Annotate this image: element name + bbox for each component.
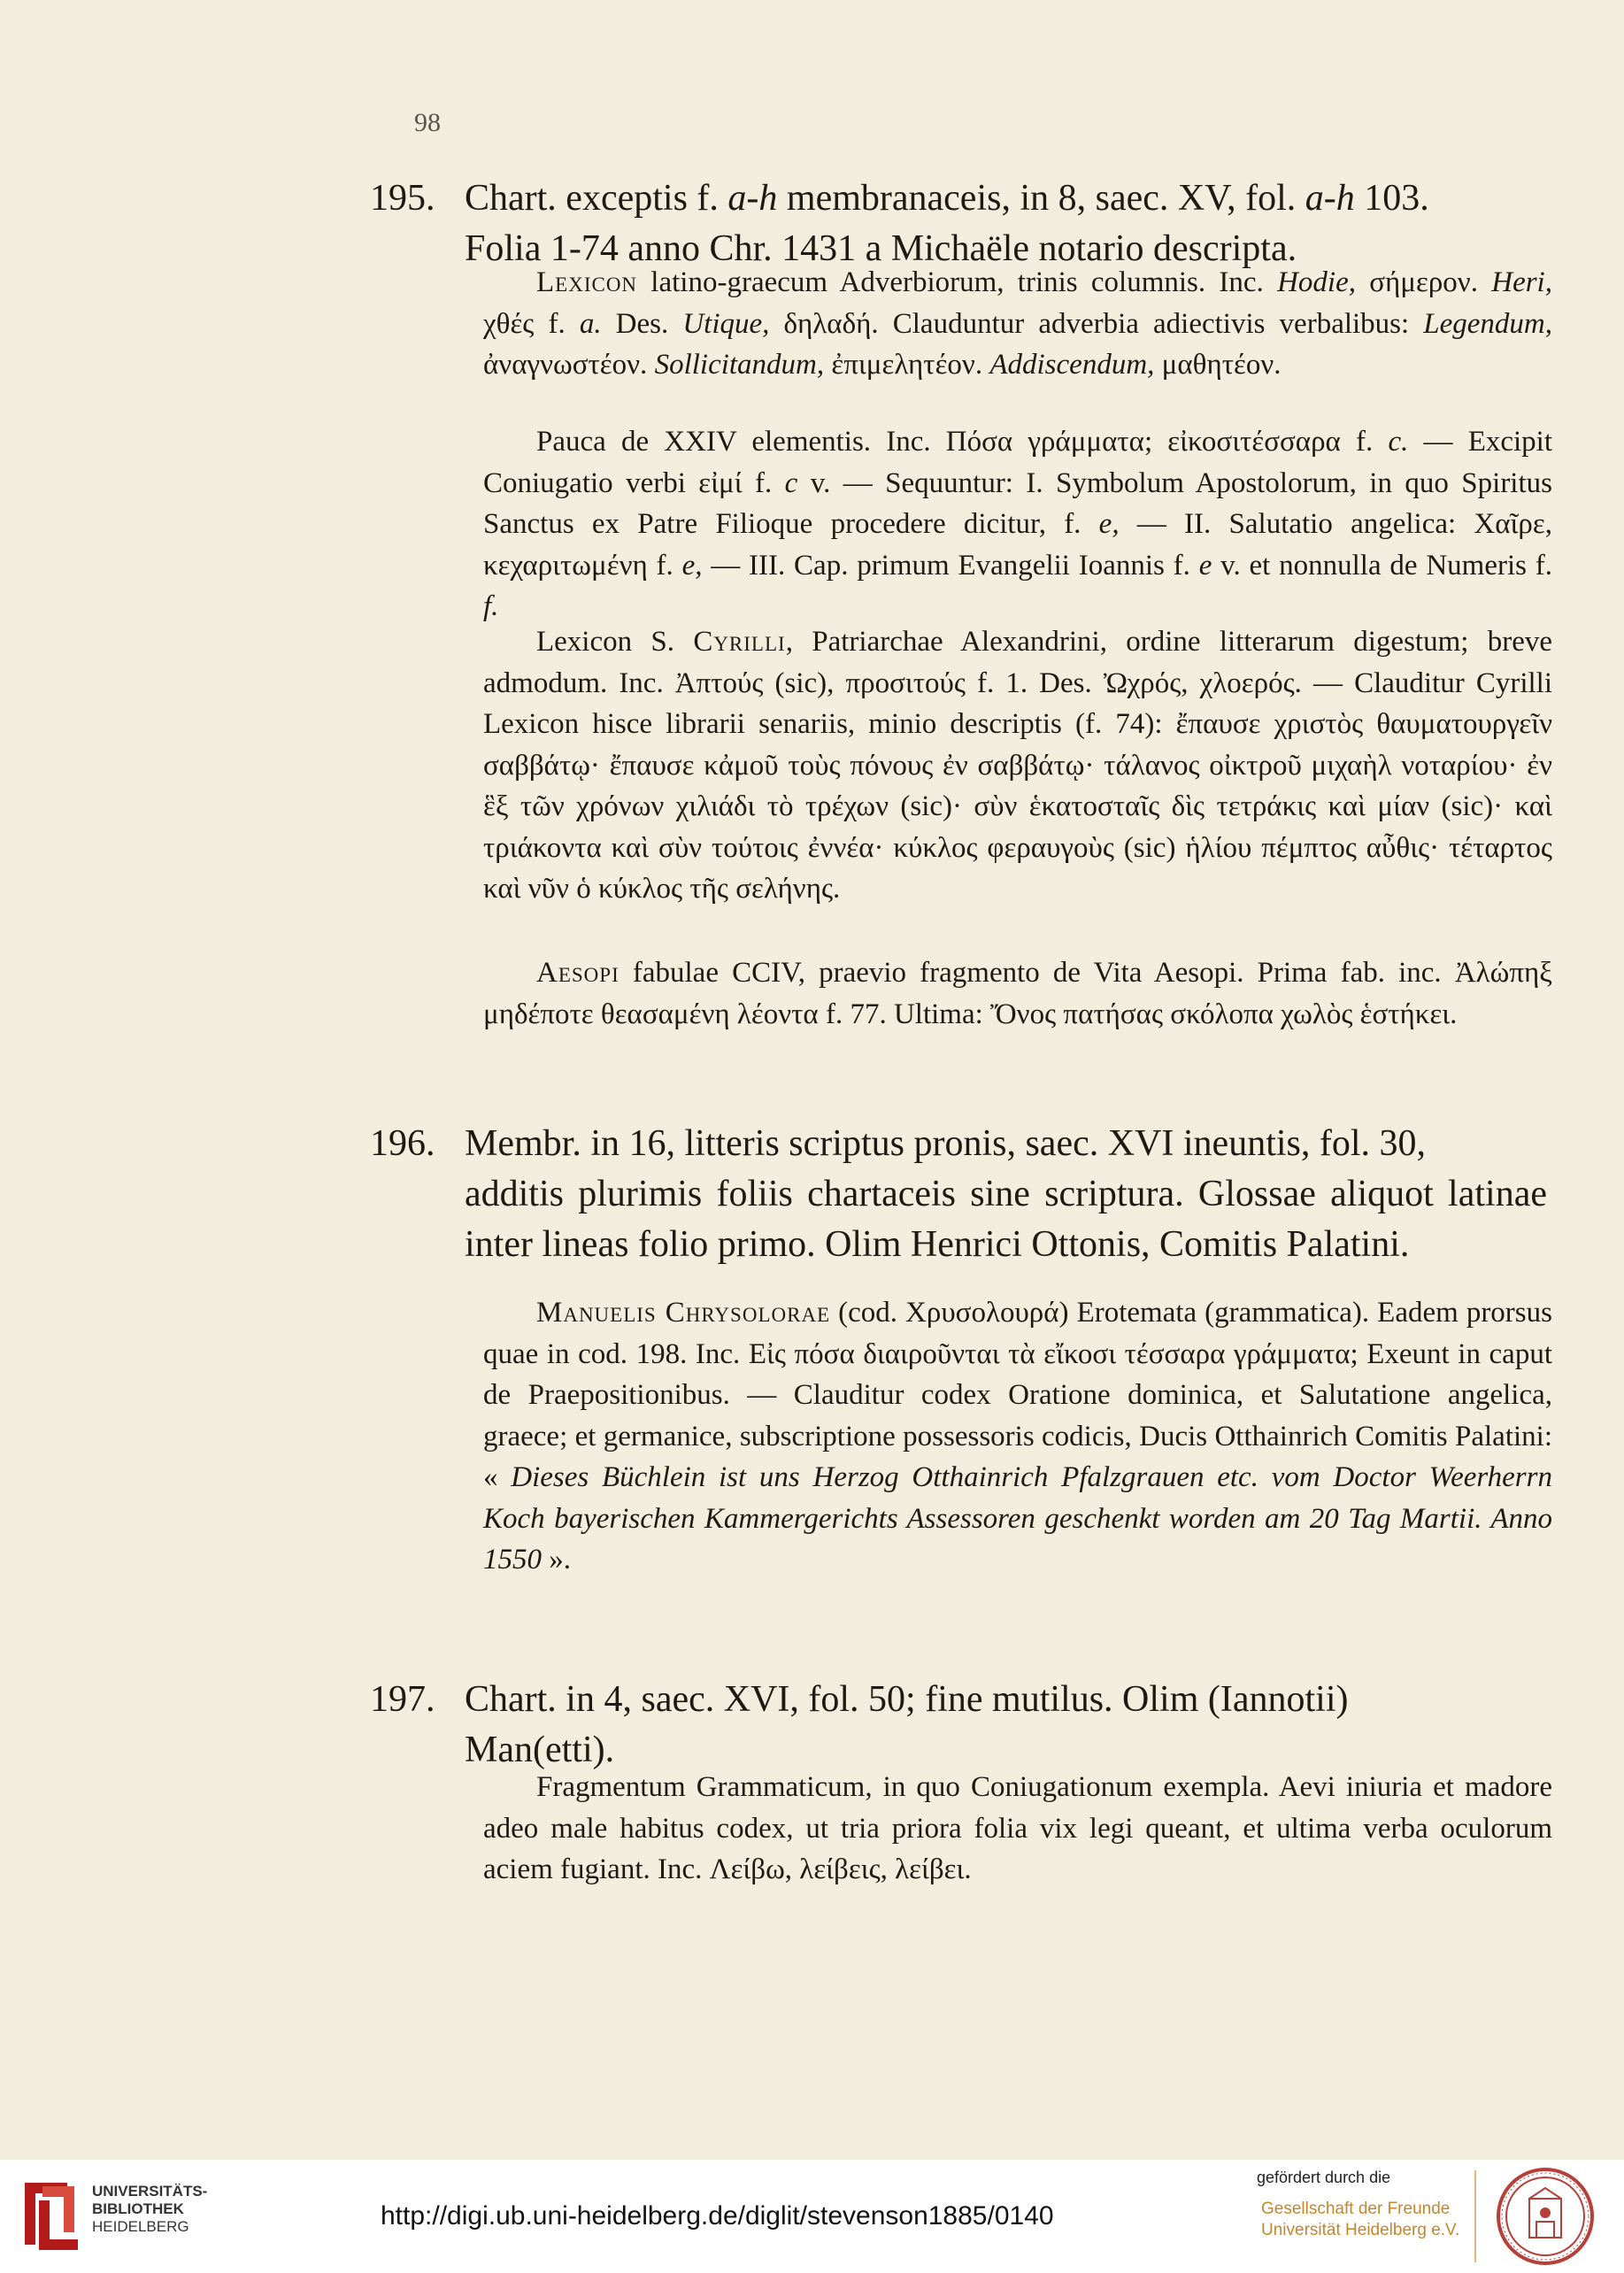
entry-number: 195. [370, 178, 435, 219]
entry-196-heading: 196. Membr. in 16, litteris scriptus pronis, saec. XVI ineuntis, fol. 30, additis plurimis foliis chartaceis sine scriptura. Glossae aliquot latinae inter lineas folio primo. Olim Henrici Ottonis, Comitis Palatini. [370, 1119, 1547, 1270]
entry-195-heading: 195. Chart. exceptis f. a-h membranaceis, in 8, saec. XV, fol. a-h 103. Folia 1-74 anno Chr. 1431 a Michaële notario descripta. [370, 173, 1547, 274]
entry-197-heading: 197. Chart. in 4, saec. XVI, fol. 50; fine mutilus. Olim (Iannotii) Man(etti). [370, 1675, 1547, 1776]
entry-number: 196. [370, 1123, 435, 1164]
funded-by-label: gefördert durch die [1257, 2169, 1391, 2186]
entry-195-cyrilli-paragraph: Lexicon S. Cyrilli, Patriarchae Alexandrini, ordine litterarum digestum; breve admodum. Inc. Ἀπτούς (sic), προσιτούς f. 1. Des. Ὠχρός, χλοερός. — Clauditur Cyrilli Lexicon hisce librarii senariis, minio descriptis (f. 74): ἔπαυσε χριστὸς θαυματουργεῖν σαββάτῳ· ἔπαυσε κἀμοῦ τοὺς πόνους ἐν σαββάτῳ· τάλανος οἰκτροῦ μιχαὴλ νοταρίου· ἐν ἓξ τῶν χρόνων χιλιάδι τὸ τρέχων (sic)· σὺν ἑκατοσταῖς δὶς τετράκις καὶ μίαν (sic)· καὶ τριάκοντα καὶ σὺν τούτοις ἐννέα· κύκλος φεραυγοὺς (sic) ἡλίου πέμπτος αὖθις· τέταρτος καὶ νῦν ὁ κύκλος τῆς σελήνης. [483, 626, 1552, 905]
entry-195-aesopi-paragraph: Aesopi fabulae CCIV, praevio fragmento de Vita Aesopi. Prima fab. inc. Ἀλώπηξ μηδέποτε θεασαμένη λέοντα f. 77. Ultima: Ὄνος πατήσας σκόλοπα χωλὸς ἑστήκει. [483, 957, 1552, 1030]
ub-heidelberg-logo-icon [19, 2174, 83, 2254]
entry-195-elements-paragraph: Pauca de XXIV elementis. Inc. Πόσα γράμματα; εἰκοσιτέσσαρα f. c. — Excipit Coniugatio verbi εἰμί f. c v. — Sequuntur: I. Symbolum Apostolorum, in quo Spiritus Sanctus ex Patre Filioque procedere dicitur, f. e, — II. Salutatio angelica: Χαῖρε, κεχαριτωμένη f. e, — III. Cap. primum Evangelii Ioannis f. e v. et nonnulla de Numeris f. f. [483, 426, 1553, 622]
library-name: UNIVERSITÄTS- BIBLIOTHEK HEIDELBERG [92, 2183, 208, 2235]
entry-number: 197. [370, 1679, 435, 1720]
university-seal-icon [1496, 2167, 1595, 2266]
entry-196-chrysolorae-paragraph: Manuelis Chrysolorae (cod. Χρυσολουρά) Erotemata (grammatica). Eadem prorsus quae in cod. 198. Inc. Εἰς πόσα διαιροῦνται τὰ εἴκοσι τέσσαρα γράμματα; Exeunt in caput de Praepositionibus. — Clauditur codex Oratione dominica, et Salutatione angelica, graece; et germanice, subscriptione possessoris codicis, Ducis Otthainrich Comitis Palatini: « Dieses Büchlein ist uns Herzog Otthainrich Pfalzgrauen etc. vom Doctor Weerherrn Koch bayerischen Kammergerichts Assessoren geschenkt worden am 20 Tag Martii. Anno 1550 ». [483, 1297, 1552, 1576]
society-name: Gesellschaft der Freunde Universität Heidelberg e.V. [1261, 2200, 1460, 2239]
entry-195-lexicon-paragraph: Lexicon latino-graecum Adverbiorum, trinis columnis. Inc. Hodie, σήμερον. Heri, χθές f. a. Des. Utique, δηλαδή. Clauduntur adverbia adiectivis verbalibus: Legendum, ἀναγνωστέον. Sollicitandum, ἐπιμελητέον. Addiscendum, μαθητέον. [483, 266, 1553, 381]
page-number: 98 [414, 108, 441, 137]
entry-197-fragmentum-paragraph: Fragmentum Grammaticum, in quo Coniugationum exempla. Aevi iniuria et madore adeo male habitus codex, ut tria priora folia vix legi queant, et ultima verba oculorum aciem fugiant. Inc. Λείβω, λείβεις, λείβει. [483, 1771, 1552, 1885]
footer-divider [1474, 2170, 1476, 2262]
permalink-url[interactable]: http://digi.ub.uni-heidelberg.de/diglit/stevenson1885/0140 [381, 2201, 1054, 2231]
